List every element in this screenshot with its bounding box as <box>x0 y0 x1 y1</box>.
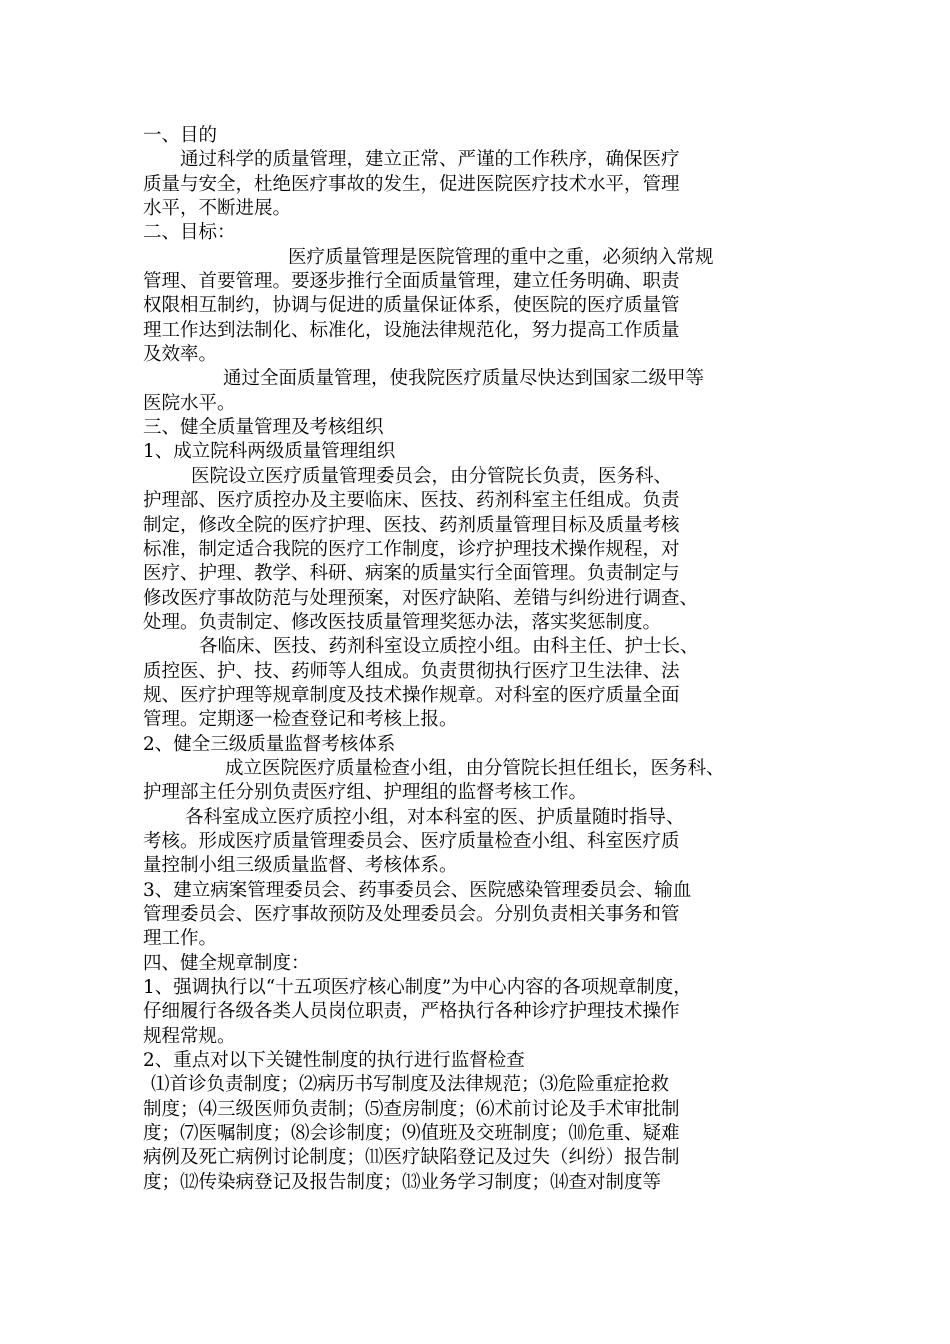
heading-organization: 三、健全质量管理及考核组织 <box>143 417 384 439</box>
paragraph-line: 各临床、医技、药剂科室设立质控小组。由科主任、护士长、 <box>199 636 699 658</box>
paragraph-line: 理工作。 <box>143 928 218 950</box>
paragraph-line: 权限相互制约，协调与促进的质量保证体系，使医院的医疗质量管 <box>143 295 680 317</box>
paragraph-line: 管理委员会、医疗事故预防及处理委员会。分别负责相关事务和管 <box>143 904 680 925</box>
paragraph-line: 度；⑺医嘱制度；⑻会诊制度；⑼值班及交班制度；⑽危重、疑难 <box>143 1123 680 1145</box>
paragraph-line: ⑴首诊负责制度；⑵病历书写制度及法律规范；⑶危险重症抢救 <box>151 1074 670 1096</box>
paragraph-line: 度；⑿传染病登记及报告制度；⒀业务学习制度；⒁查对制度等 <box>143 1171 662 1193</box>
paragraph-line: 3、建立病案管理委员会、药事委员会、医院感染管理委员会、输血 <box>143 879 692 901</box>
heading-rules: 四、健全规章制度： <box>143 952 310 974</box>
paragraph-line: 医院设立医疗质量管理委员会，由分管院长负责，医务科、 <box>191 465 673 487</box>
paragraph-line: 管理、首要管理。要逐步推行全面质量管理，建立任务明确、职责 <box>143 271 680 293</box>
paragraph-line: 护理部主任分别负责医疗组、护理组的监督考核工作。 <box>143 782 588 804</box>
paragraph-line: 病例及死亡病例讨论制度；⑾医疗缺陷登记及过失（纠纷）报告制 <box>143 1147 680 1169</box>
subheading: 1、成立院科两级质量管理组织 <box>143 441 396 463</box>
paragraph-line: 考核。形成医疗质量管理委员会、医疗质量检查小组、科室医疗质 <box>143 830 680 852</box>
paragraph-line: 规程常规。 <box>143 1025 236 1047</box>
paragraph-line: 医疗质量管理是医院管理的重中之重，必须纳入常规 <box>288 246 714 268</box>
paragraph-line: 仔细履行各级各类人员岗位职责，严格执行各种诊疗护理技术操作 <box>143 1001 680 1023</box>
paragraph-line: 水平，不断进展。 <box>143 198 292 220</box>
paragraph-line: 质量与安全，杜绝医疗事故的发生，促进医院医疗技术水平，管理 <box>143 173 680 195</box>
paragraph-line: 医院水平。 <box>143 392 236 414</box>
subheading: 2、健全三级质量监督考核体系 <box>143 733 396 755</box>
paragraph-line: 质控医、护、技、药师等人组成。负责贯彻执行医疗卫生法律、法 <box>143 660 680 682</box>
paragraph-line: 各科室成立医疗质控小组，对本科室的医、护质量随时指导、 <box>185 806 685 828</box>
paragraph-line: 制度；⑷三级医师负责制；⑸查房制度；⑹术前讨论及手术审批制 <box>143 1098 680 1120</box>
paragraph-line: 管理。定期逐一检查登记和考核上报。 <box>143 709 458 731</box>
paragraph-line: 量控制小组三级质量监督、考核体系。 <box>143 855 458 877</box>
subheading: 2、重点对以下关键性制度的执行进行监督检查 <box>143 1050 525 1072</box>
document-body <box>143 124 823 1195</box>
paragraph-line: 1、强调执行以“十五项医疗核心制度”为中心内容的各项规章制度， <box>143 977 692 999</box>
paragraph-line: 理工作达到法制化、标准化，设施法律规范化，努力提高工作质量 <box>143 319 680 341</box>
paragraph-line: 修改医疗事故防范与处理预案，对医疗缺陷、差错与纠纷进行调查、 <box>143 587 699 609</box>
paragraph-line: 标准，制定适合我院的医疗工作制度，诊疗护理技术操作规程，对 <box>143 538 680 560</box>
heading-purpose: 一、目的 <box>143 125 218 146</box>
paragraph-line: 规、医疗护理等规章制度及技术操作规章。对科室的医疗质量全面 <box>143 684 680 706</box>
paragraph-line: 制定，修改全院的医疗护理、医技、药剂质量管理目标及质量考核 <box>143 514 680 536</box>
paragraph-line: 及效率。 <box>143 344 218 366</box>
paragraph-line: 成立医院医疗质量检查小组，由分管院长担任组长，医务科、 <box>225 757 725 779</box>
paragraph-line: 通过全面质量管理，使我院医疗质量尽快达到国家二级甲等 <box>223 368 705 390</box>
paragraph-line: 护理部、医疗质控办及主要临床、医技、药剂科室主任组成。负责 <box>143 490 680 512</box>
paragraph-line: 处理。负责制定、修改医技质量管理奖惩办法，落实奖惩制度。 <box>143 611 662 633</box>
paragraph-line: 通过科学的质量管理，建立正常、严谨的工作秩序，确保医疗 <box>180 149 680 171</box>
heading-goal: 二、目标： <box>143 222 236 244</box>
paragraph-line: 医疗、护理、教学、科研、病案的质量实行全面管理。负责制定与 <box>143 563 680 585</box>
